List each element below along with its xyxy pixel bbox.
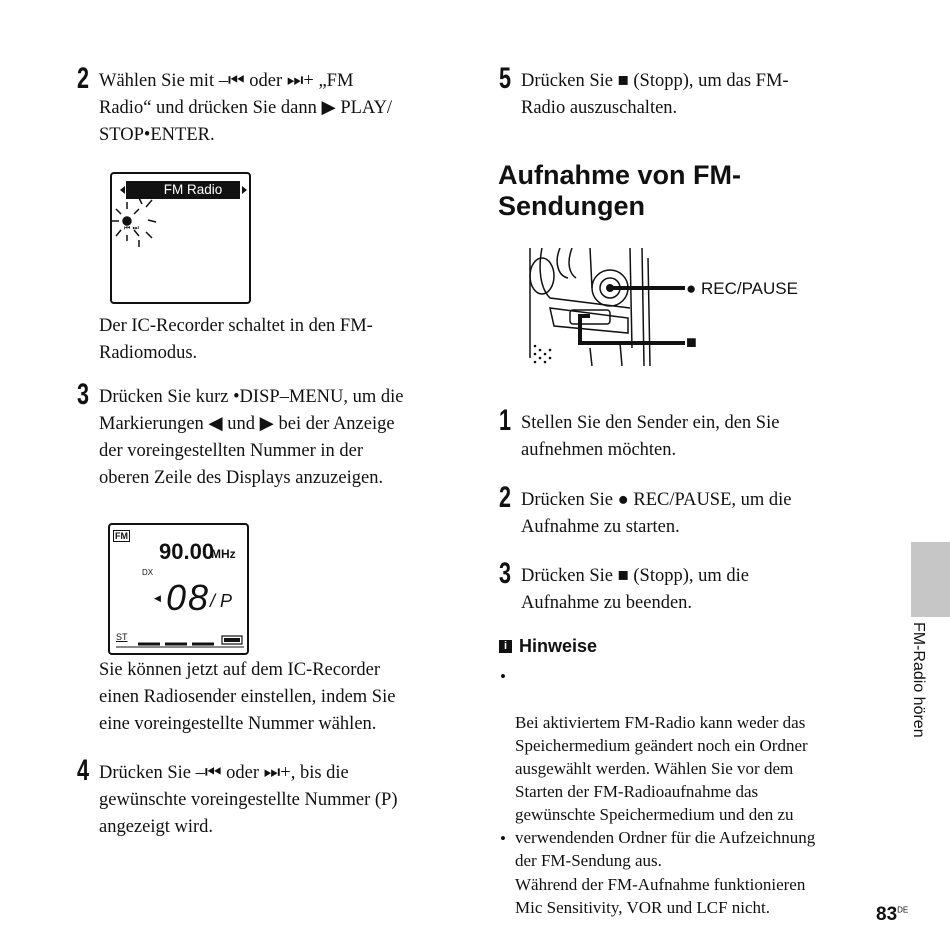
- step-text: Wählen Sie mit –⏮ oder ⏭+ „FM Radio“ und drücken Sie dann ▶ PLAY/ STOP•ENTER.: [99, 71, 393, 145]
- frequency-unit: MHz: [211, 547, 236, 561]
- step-number: 2: [77, 62, 90, 95]
- step-text: Stellen Sie den Sender ein, den Sie aufnehmen möchten.: [521, 413, 780, 460]
- figure-frequency-display: [108, 523, 249, 655]
- note-item-2: [500, 827, 885, 919]
- section-heading: Aufnahme von FM- Sendungen: [498, 160, 741, 221]
- figure-fm-radio-menu: [110, 172, 251, 304]
- step-number: 2: [499, 481, 512, 514]
- side-tab-label: FM-Radio hören: [910, 622, 927, 738]
- step-2: [77, 62, 477, 152]
- step-3: [77, 378, 477, 492]
- svg-text:⏮ ⏭: ⏮ ⏭: [124, 224, 139, 232]
- signal-bars-graphic: [110, 525, 247, 653]
- note-icon: i: [499, 640, 512, 653]
- step-text: Drücken Sie –⏮ oder ⏭+, bis die gewünschte voreingestellte Nummer (P) angezeigt wird.: [99, 763, 398, 837]
- step-text: Drücken Sie ■ (Stopp), um die Aufnahme zu beenden.: [521, 566, 749, 613]
- preset-left-marker: ◀: [154, 593, 161, 603]
- menu-label: FM Radio: [163, 182, 223, 197]
- result-text-2: Sie können jetzt auf dem IC-Recorder einen Radiosender einstellen, indem Sie eine voreingestellte Nummer wählen.: [99, 660, 396, 734]
- result-text-1: Der IC-Recorder schaltet in den FM- Radiomodus.: [99, 316, 373, 363]
- rec-step-2: [499, 481, 899, 543]
- step-5: [499, 62, 899, 124]
- notes-title: Hinweise: [519, 636, 598, 656]
- left-arrow-icon: [120, 186, 125, 194]
- page-number: [876, 904, 908, 926]
- frequency-value: 90.00: [159, 539, 215, 564]
- step-number: 5: [499, 62, 512, 95]
- preset-number: 08: [166, 577, 211, 618]
- device-illustration: [520, 248, 840, 373]
- rec-step-3: [499, 557, 899, 619]
- stop-label: ■: [686, 332, 697, 352]
- rec-step-1: [499, 404, 899, 466]
- flashing-play-icon: [112, 196, 156, 247]
- figure-device-buttons: [520, 248, 840, 373]
- rec-pause-label: ● REC/PAUSE: [686, 279, 798, 298]
- note-text: Während der FM-Aufnahme funktionieren Mic Sensitivity, VOR und LCF nicht.: [515, 875, 806, 917]
- fm-icon: FM: [115, 531, 128, 541]
- bullet-icon: •: [500, 829, 506, 848]
- step-4: [77, 754, 477, 844]
- bullet-icon: •: [500, 667, 506, 686]
- step-number: 4: [77, 754, 90, 787]
- side-tab-marker: [911, 542, 950, 617]
- step-text: Drücken Sie ● REC/PAUSE, um die Aufnahme zu starten.: [521, 490, 792, 537]
- page-number-value: 83: [876, 904, 898, 925]
- step-text: Drücken Sie ■ (Stopp), um das FM- Radio auszuschalten.: [521, 71, 789, 118]
- dx-indicator: DX: [142, 568, 154, 577]
- step-number: 3: [499, 557, 512, 590]
- preset-suffix: / P: [210, 591, 233, 611]
- step-number: 1: [499, 404, 512, 437]
- step-number: 3: [77, 378, 90, 411]
- stereo-indicator: ST: [116, 632, 128, 642]
- note-text: Bei aktiviertem FM-Radio kann weder das Speichermedium geändert noch ein Ordner ausgewählt werden. Wählen Sie vor dem Starten der FM-Radioaufnahme das gewünschte Speichermedium und den zu verwendenden Ordner für die Aufzeichnung der FM-Sendung aus.: [515, 713, 816, 870]
- page-language-suffix: DE: [897, 905, 909, 915]
- step-text: Drücken Sie kurz •DISP–MENU, um die Markierungen ◀ und ▶ bei der Anzeige der voreingestellten Nummer in der oberen Zeile des Displays anzuzeigen.: [99, 387, 404, 488]
